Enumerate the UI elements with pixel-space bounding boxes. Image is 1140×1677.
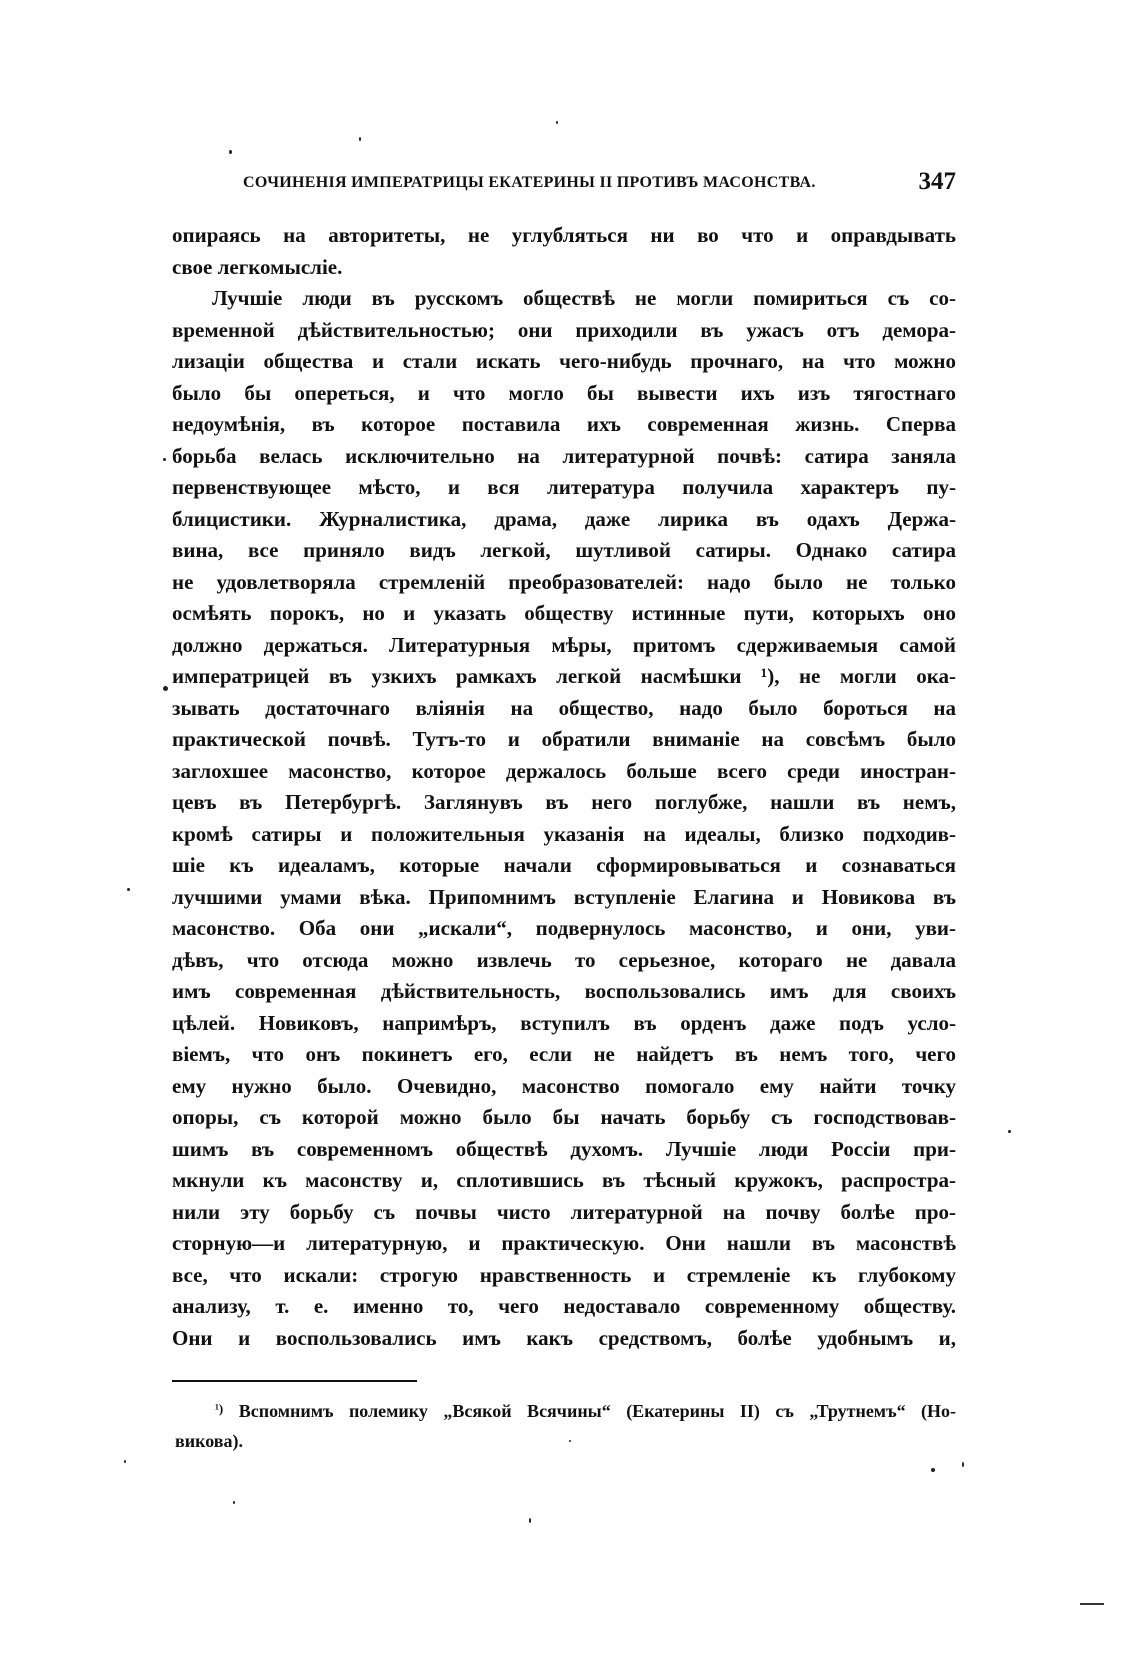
- text-line: зывать достаточнаго вліянія на общество, надо было бороться на: [172, 695, 956, 720]
- scan-speck: [1008, 1130, 1011, 1133]
- text-line: недоумѣнія, въ которое поставила ихъ современная жизнь. Сперва: [172, 412, 956, 436]
- text-line: заглохшее масонство, которое держалось больше всего среди иностран-: [172, 758, 956, 783]
- text-line: кромѣ сатиры и положительныя указанія на идеалы, близко подходив-: [172, 821, 956, 846]
- scan-speck: [359, 137, 361, 141]
- body-text: [172, 220, 956, 1354]
- text-line: цевъ въ Петербургѣ. Заглянувъ въ него поглубже, нашли въ немъ,: [172, 790, 956, 814]
- text-line: шимъ въ современномъ обществѣ духомъ. Лучшіе люди Россіи при-: [172, 1136, 956, 1161]
- text-line: борьба велась исключительно на литературной почвѣ: сатира заняла: [172, 443, 956, 468]
- text-line: мкнули къ масонству и, сплотившись въ тѣсный кружокъ, распростра-: [172, 1168, 956, 1192]
- margin-mark: [1080, 1603, 1104, 1605]
- scan-speck: [556, 121, 558, 124]
- text-line: лучшими умами вѣка. Припомнимъ вступленіе Елагина и Новикова въ: [172, 884, 956, 909]
- text-line: анализу, т. е. именно то, чего недоставало современному обществу.: [172, 1294, 956, 1318]
- text-line: Они и воспользовались имъ какъ средствомъ, болѣе удобнымъ и,: [172, 1325, 956, 1350]
- footnote-marker: ¹): [215, 1401, 224, 1416]
- text-line: имъ современная дѣйствительность, воспользовались имъ для своихъ: [172, 979, 956, 1003]
- text-line: не удовлетворяла стремленій преобразователей: надо было не только: [172, 569, 956, 594]
- text-line: сторную—и литературную, и практическую. Они нашли въ масонствѣ: [172, 1231, 956, 1255]
- scan-speck: [229, 150, 232, 154]
- text-line: практической почвѣ. Тутъ-то и обратили вниманіе на совсѣмъ было: [172, 727, 956, 751]
- footnote-line: [215, 1396, 956, 1426]
- scan-speck: [962, 1462, 964, 1467]
- text-line: первенствующее мѣсто, и вся литература получила характеръ пу-: [172, 475, 956, 499]
- text-line: лизаціи общества и стали искать чего-нибудь прочнаго, на что можно: [172, 349, 956, 373]
- text-line: масонство. Оба они „искали“, подвернулось масонство, и они, уви-: [172, 916, 956, 940]
- text-line: вина, все приняло видъ легкой, шутливой сатиры. Однако сатира: [172, 538, 956, 562]
- footnote-text: Вспомнимъ полемику „Всякой Всячины“ (Екатерины II) съ „Трутнемъ“ (Но-: [238, 1401, 957, 1421]
- footnote-line: викова).: [175, 1431, 243, 1451]
- footnote: [175, 1396, 957, 1456]
- scan-speck: [569, 1440, 571, 1442]
- paragraph-start-line: Лучшіе люди въ русскомъ обществѣ не могли помириться съ со-: [212, 286, 956, 310]
- text-line: дѣвъ, что отсюда можно извлечь то серьезное, котораго не давала: [172, 947, 956, 972]
- text-line: ему нужно было. Очевидно, масонство помогало ему найти точку: [172, 1073, 956, 1098]
- text-line: опоры, съ которой можно было бы начать борьбу съ господствовав-: [172, 1105, 956, 1129]
- scan-speck: [233, 1501, 235, 1504]
- footnote-rule: [172, 1380, 417, 1382]
- text-line: все, что искали: строгую нравственность и стремленіе къ глубокому: [172, 1262, 956, 1287]
- running-head: [243, 168, 956, 198]
- running-title: СОЧИНЕНІЯ ИМПЕРАТРИЦЫ ЕКАТЕРИНЫ II ПРОТИВЪ МАСОНСТВА.: [243, 174, 816, 191]
- text-line: императрицей въ узкихъ рамкахъ легкой насмѣшки ¹), не могли ока-: [172, 664, 956, 688]
- text-line: опираясь на авторитеты, не углубляться ни во что и оправдывать: [172, 223, 956, 247]
- text-line: было бы опереться, и что могло бы вывести ихъ изъ тягостнаго: [172, 380, 956, 405]
- page-number: 347: [918, 168, 956, 195]
- scan-speck: [163, 458, 166, 461]
- scan-speck: [163, 686, 168, 691]
- text-line: свое легкомысліе.: [172, 254, 343, 279]
- text-line: блицистики. Журналистика, драма, даже лирика въ одахъ Держа-: [172, 506, 956, 531]
- text-line: должно держаться. Литературныя мѣры, притомъ сдерживаемыя самой: [172, 632, 956, 657]
- scan-speck: [127, 888, 130, 891]
- text-line: віемъ, что онъ покинетъ его, если не найдетъ въ немъ того, чего: [172, 1042, 956, 1066]
- text-line: цѣлей. Новиковъ, напримѣръ, вступилъ въ орденъ даже подъ усло-: [172, 1010, 956, 1035]
- text-line: нили эту борьбу съ почвы чисто литературной на почву болѣе про-: [172, 1199, 956, 1224]
- scan-speck: [931, 1468, 935, 1472]
- scan-speck: [124, 1460, 126, 1463]
- text-line: шіе къ идеаламъ, которые начали сформировываться и сознаваться: [172, 853, 956, 877]
- text-line: временной дѣйствительностью; они приходили въ ужасъ отъ демора-: [172, 317, 956, 342]
- text-line: осмѣять порокъ, но и указать обществу истинные пути, которыхъ оно: [172, 601, 956, 625]
- scan-speck: [529, 1518, 531, 1523]
